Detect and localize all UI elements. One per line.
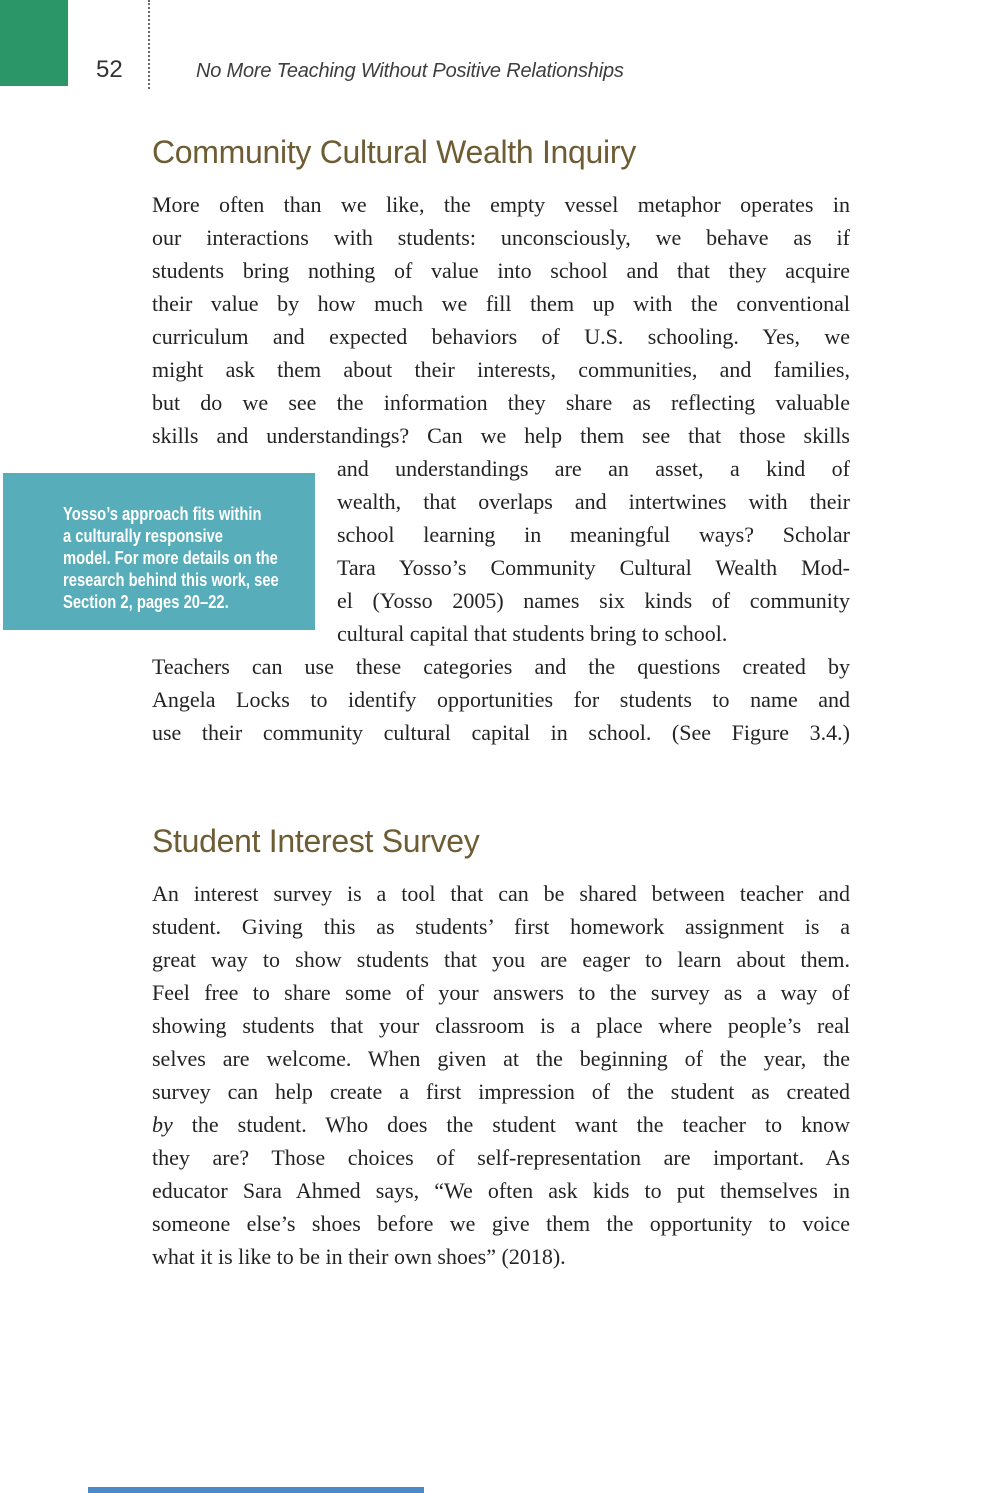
paragraph-text-interest-survey xyxy=(152,877,850,1273)
text-line: selves are welcome. When given at the beginning of the year, the xyxy=(152,1046,850,1071)
page-number: 52 xyxy=(96,56,123,83)
page-corner-accent xyxy=(0,0,68,86)
section-heading-student-interest-survey: Student Interest Survey xyxy=(152,823,480,859)
callout-box xyxy=(3,473,315,630)
text-line: student. Giving this as students’ first homework assignment is a xyxy=(152,914,850,939)
text-line: Feel free to share some of your answers to the survey as a way of xyxy=(152,980,850,1005)
callout-text xyxy=(63,503,279,613)
text-line: our interactions with students: unconsciously, we behave as if xyxy=(152,225,850,250)
paragraph-text-before-callout xyxy=(152,188,850,452)
text-line: model. For more details on the xyxy=(63,548,278,568)
text-line: use their community cultural capital in school. (See Figure 3.4.) xyxy=(152,720,850,745)
text-line: Angela Locks to identify opportunities for students to name and xyxy=(152,687,850,712)
paragraph-community-cultural-wealth xyxy=(63,188,850,749)
text-line: el (Yosso 2005) names six kinds of community xyxy=(337,588,850,613)
text-line: More often than we like, the empty vessel metaphor operates in xyxy=(152,192,850,217)
paragraph-text-after-callout xyxy=(152,650,850,749)
text-line: what it is like to be in their own shoes” (2018). xyxy=(152,1244,566,1269)
text-line: wealth, that overlaps and intertwines with their xyxy=(337,489,850,514)
text-line: by the student. Who does the student want the teacher to know xyxy=(152,1112,850,1137)
text-line: cultural capital that students bring to school. xyxy=(337,621,728,646)
text-line: showing students that your classroom is a place where people’s real xyxy=(152,1013,850,1038)
text-line: and understandings are an asset, a kind of xyxy=(337,456,850,481)
text-line: An interest survey is a tool that can be shared between teacher and xyxy=(152,881,850,906)
text-line: but do we see the information they share as reflecting valuable xyxy=(152,390,850,415)
running-head: No More Teaching Without Positive Relationships xyxy=(196,60,624,82)
text-line: someone else’s shoes before we give them the opportunity to voice xyxy=(152,1211,850,1236)
text-line: Teachers can use these categories and the questions created by xyxy=(152,654,850,679)
text-line: their value by how much we fill them up with the conventional xyxy=(152,291,850,316)
text-line: research behind this work, see xyxy=(63,570,279,590)
text-line: Yosso’s approach fits within xyxy=(63,504,262,524)
text-column xyxy=(63,130,850,1273)
footer-accent-bar xyxy=(88,1487,424,1493)
text-line: survey can help create a first impression of the student as created xyxy=(152,1079,850,1104)
section-heading-community-cultural-wealth: Community Cultural Wealth Inquiry xyxy=(152,134,636,170)
text-line: great way to show students that you are eager to learn about them. xyxy=(152,947,850,972)
paragraph-student-interest-survey xyxy=(152,877,850,1273)
text-line: a culturally responsive xyxy=(63,526,223,546)
text-line: school learning in meaningful ways? Scholar xyxy=(337,522,850,547)
text-line: curriculum and expected behaviors of U.S. schooling. Yes, we xyxy=(152,324,850,349)
text-line: students bring nothing of value into school and that they acquire xyxy=(152,258,850,283)
text-line: might ask them about their interests, communities, and families, xyxy=(152,357,850,382)
header-dotted-divider xyxy=(148,0,150,89)
text-line: skills and understandings? Can we help them see that those skills xyxy=(152,423,850,448)
text-line: Tara Yosso’s Community Cultural Wealth Mod- xyxy=(337,555,850,580)
text-line: they are? Those choices of self-representation are important. As xyxy=(152,1145,850,1170)
text-line: Section 2, pages 20–22. xyxy=(63,592,229,612)
text-line: educator Sara Ahmed says, “We often ask kids to put themselves in xyxy=(152,1178,850,1203)
